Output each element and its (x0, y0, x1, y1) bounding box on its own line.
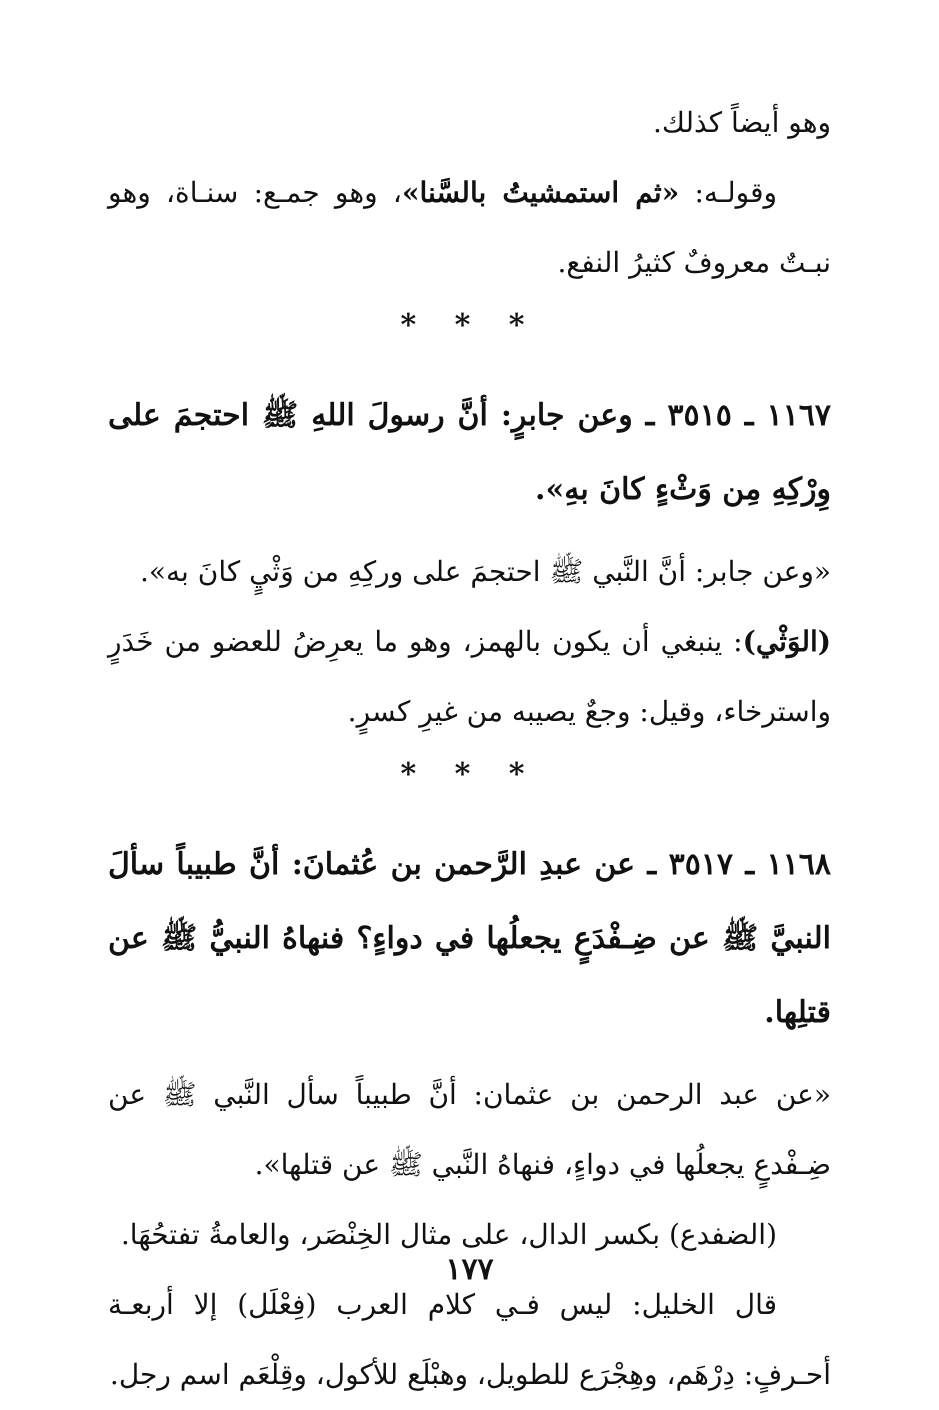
hadith-1168-heading: ١١٦٨ ـ ٣٥١٧ ـ عن عبدِ الرَّحمن بن عُثمانَ: أنَّ طبيباً سألَ النبيَّ ﷺ عن ضِـفْدَعٍ يجعلُها في دواءٍ؟ فنهاهُ النبيُّ ﷺ عن قتلِها. (108, 847, 831, 1030)
term-wathy-definition: : ينبغي أن يكون بالهمز، وهو ما يعرِضُ للعضو من خَدَرٍ واسترخاء، وقيل: وجعٌ يصيبه من غيرِ كسرٍ. (108, 625, 831, 728)
page-number: ١٧٧ (445, 1252, 494, 1287)
hadith-1167-explanation (108, 607, 831, 747)
hadith-1167-heading: ١١٦٧ ـ ٣٥١٥ ـ وعن جابرٍ: أنَّ رسولَ اللهِ ﷺ احتجمَ على وِرْكِهِ مِن وَثْءٍ كانَ بهِ». (108, 398, 831, 507)
hadith-1168-riwaya: «عن عبد الرحمن بن عثمان: أنَّ طبيباً سأل النَّبي ﷺ عن ضِـفْدعٍ يجعلُها في دواءٍ، فنهاهُ النَّبي ﷺ عن قتلها». (108, 1078, 831, 1181)
intro-quote: «ثم استمشيتُ بالسَّنا» (401, 176, 680, 209)
intro-line: وهو أيضاً كذلك. (653, 106, 831, 139)
intro-prefix: وقولـه: (679, 176, 778, 209)
section-separator: * * * (400, 757, 539, 792)
hadith-1168-note-dafda: (الضفدع) بكسر الدال، على مثال الخِنْصَر، والعامةُ تفتحُهَا. (120, 1218, 777, 1251)
intro-suffix: ، وهو جمـع: سنـاة، وهو نبـتٌ معروفٌ كثيرُ النفع. (108, 176, 831, 279)
hadith-1168-note-khalil: قال الخليل: ليس فـي كلام العرب (فِعْلَل) إلا أربعـة أحـرفٍ: دِرْهَم، وهِجْرَع للطويل، وهبْلَع للأكول، وقِلْعَم اسم رجل. (108, 1288, 831, 1391)
hadith-1167-riwaya: «وعن جابر: أنَّ النَّبي ﷺ احتجمَ على وركِهِ من وَثْيٍ كانَ به». (140, 555, 831, 588)
term-wathy: (الوَثْي) (742, 625, 831, 658)
intro-paragraph (108, 158, 831, 298)
section-separator: * * * (400, 308, 539, 343)
